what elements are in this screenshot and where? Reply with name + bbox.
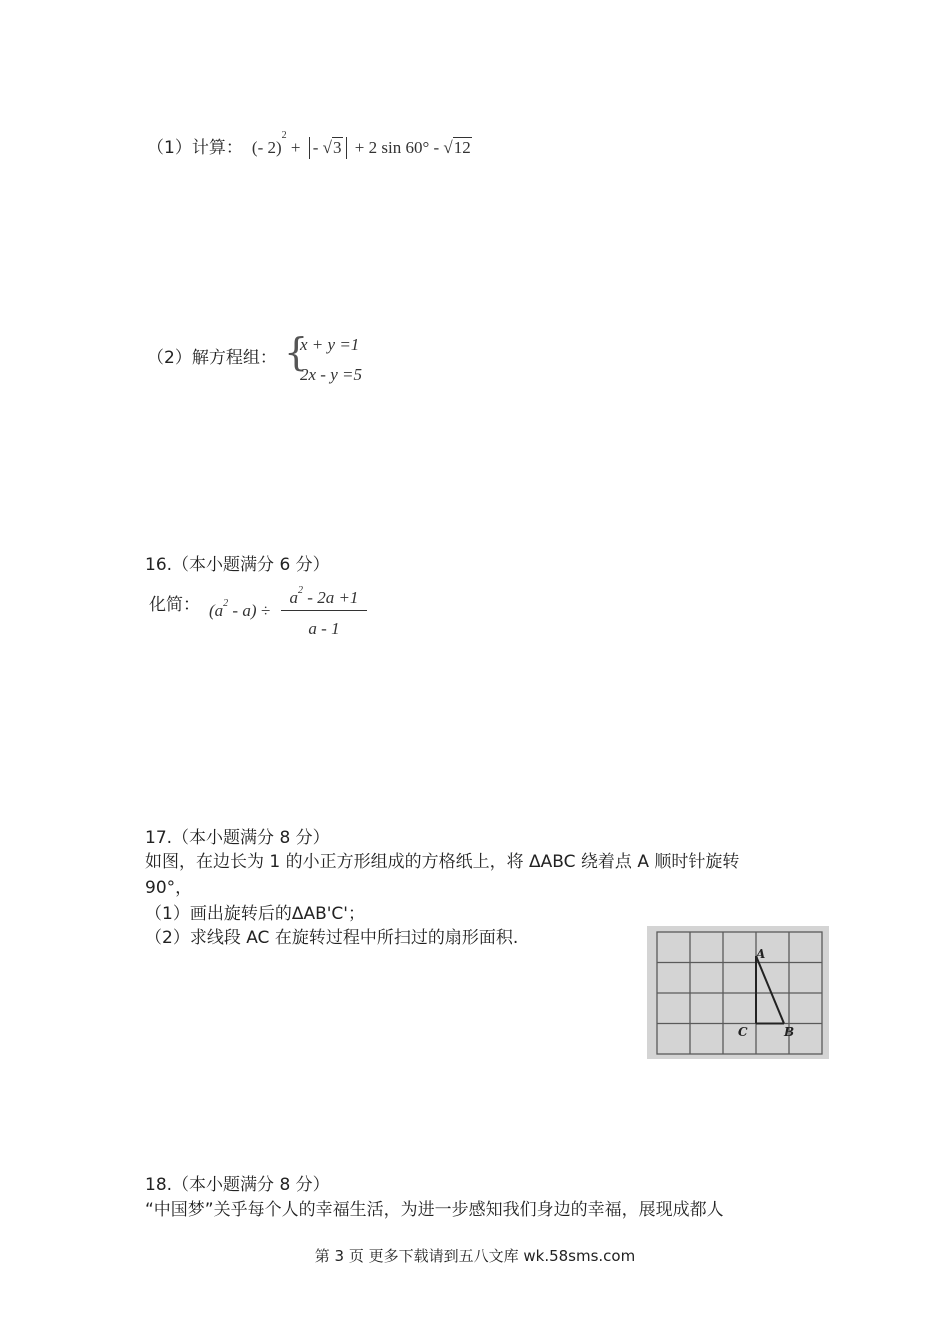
q17-line2: 90°， [145,878,193,898]
expr-plus: + [290,138,301,157]
num-rest: - 2a +1 [303,588,359,607]
fraction-numerator [281,585,367,611]
grid-figure-svg [647,926,829,1059]
expr-exponent: 2 [281,130,287,141]
q15-part1-expression: (- 2)$^2$ + - √3 + 2 sin 60° - √12 [251,130,471,157]
q16-label: 化简： [149,595,200,615]
q16-header: 16.（本小题满分 6 分） [145,555,330,575]
lhs-base: (a [209,601,224,620]
absolute-value: - √3 [309,137,347,159]
expr-base: (- 2) [251,138,282,157]
left-brace: { [284,330,309,374]
q15-part2-label: （2）解方程组： [147,348,277,368]
grid-figure [647,926,829,1059]
q18-header: 18.（本小题满分 8 分） [145,1175,330,1195]
page-footer: 第 3 页 更多下载请到五八文库 wk.58sms.com [314,1247,636,1265]
lhs-rest: - a) ÷ [228,601,271,620]
abs-minus: - [312,138,319,157]
lhs-exponent: 2 [223,598,229,609]
point-c-label: C [738,1025,748,1039]
q17-header: 17.（本小题满分 8 分） [145,828,330,848]
q17-line1: 如图，在边长为 1 的小正方形组成的方格纸上，将 ΔABC 绕着点 A 顺时针旋转 [145,852,740,872]
q18-line1: “中国梦”关乎每个人的幸福生活，为进一步感知我们身边的幸福，展现成都人 [145,1200,724,1220]
equation-2: 2x - y =5 [300,365,362,384]
num-base: a [289,588,299,607]
q17-line3: （1）画出旋转后的ΔAB'C'； [145,904,365,924]
radicand-12: 12 [453,138,471,157]
equation-1: x + y =1 [300,335,360,354]
fraction-denominator: a - 1 [308,619,340,638]
q15-part1 [147,130,472,159]
point-a-label: A [756,947,766,961]
expr-sin-term: + 2 sin 60° - [354,138,440,157]
q16-lhs [209,598,271,621]
point-b-label: B [784,1025,795,1039]
q17-line4: （2）求线段 AC 在旋转过程中所扫过的扇形面积. [145,928,519,948]
radicand-3: 3 [333,138,342,157]
num-exponent: 2 [298,585,304,596]
q15-part1-label: （1）计算： [147,138,243,158]
